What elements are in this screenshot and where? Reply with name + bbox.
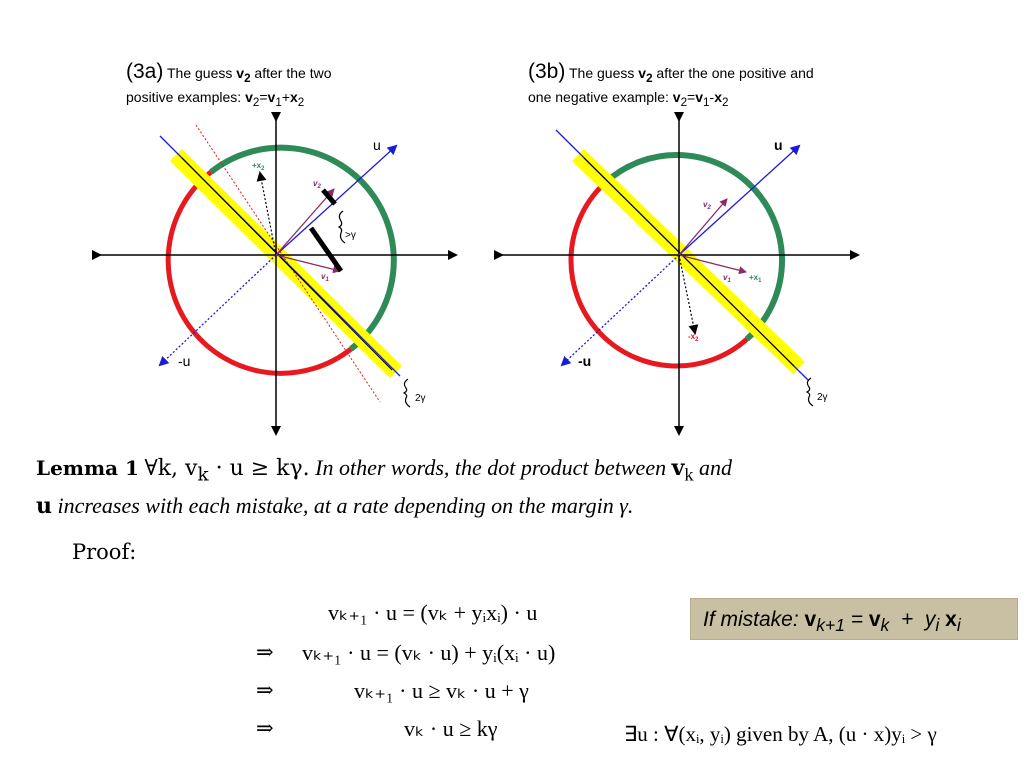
lemma-math-1-text: ∀k, v [144, 456, 198, 481]
lemma-statement [36, 452, 916, 522]
mistake-y-sub: i [935, 615, 940, 636]
panel-a-caption-text-3: positive examples: [126, 88, 246, 105]
v2-label-b: $v_2$ [703, 200, 711, 211]
proof-eq-2: vₖ₊₁ · u = (vₖ · u) + yᵢ(xᵢ · u) [302, 640, 556, 665]
v1-label-a: $v_1$ [321, 272, 329, 283]
lemma-text-1: In other words, the dot product between [309, 455, 672, 480]
proof-eq-1: vₖ₊₁ · u = (vₖ + yᵢxᵢ) · u [328, 600, 538, 625]
circle-b-green-arc [606, 155, 782, 339]
mistake-x: x [945, 608, 957, 631]
panel-b-eq-v1-sub: 1 [703, 95, 710, 109]
panel-b-eq-equals: = [687, 88, 696, 105]
panel-b-eq-v: v [672, 88, 681, 105]
two-gamma-label-b: 2γ [817, 392, 828, 403]
panel-b-caption-text: The guess [569, 65, 639, 81]
margin-marker-a-1 [323, 190, 335, 204]
diagram-b [502, 120, 858, 434]
gamma-label-a: >γ [345, 230, 356, 241]
panel-b-eq-v1: v [695, 88, 704, 105]
panel-a-caption-text: The guess [167, 65, 237, 81]
panel-b-eq-op: - [709, 88, 715, 105]
lemma-text-3: increases with each mistake, at a rate depending on the margin γ. [52, 493, 634, 519]
panel-b-caption-v-sub: 2 [646, 71, 653, 85]
mistake-v2: v [868, 608, 881, 631]
mistake-x-sub: i [956, 615, 961, 636]
lemma-math-1-sub: k [197, 464, 209, 486]
proof-eq-3: vₖ₊₁ · u ≥ vₖ · u + γ [354, 678, 529, 703]
panel-b-tag: (3b) [528, 60, 566, 83]
diagram-a [100, 120, 456, 434]
circle-b-red-arc [571, 182, 747, 366]
panel-b-eq-x2: x [714, 88, 722, 105]
proof-label: Proof: [72, 540, 137, 564]
lemma-u: u [36, 493, 52, 520]
x2-label-a: $+x_2$ [252, 161, 265, 172]
panel-a-eq-v-sub: 2 [252, 95, 260, 109]
panel-a-tag: (3a) [126, 60, 164, 83]
v2-label-a: $v_2$ [313, 179, 321, 190]
panel-b-caption-text-2: after the one positive and [652, 65, 814, 81]
lemma-math-1-tail: · u ≥ kγ. [208, 456, 310, 481]
mistake-plus: + [889, 608, 925, 631]
x1-label-b: $+x_1$ [749, 273, 762, 284]
u-label-a: u [373, 137, 381, 153]
lemma-math-1 [144, 456, 310, 486]
panel-b-eq-v-sub: 2 [680, 95, 688, 109]
mistake-update-box [690, 598, 1018, 640]
margin-condition: ∃u : ∀(xᵢ, yᵢ) given by A, (u · x)yᵢ > γ [624, 722, 937, 746]
panel-a-eq-v1: v [267, 88, 276, 105]
lemma-text-2: and [693, 455, 733, 480]
lemma-v-sub: k [684, 464, 694, 485]
two-gamma-label-a: 2γ [415, 393, 426, 404]
panel-a-eq-op: + [281, 88, 290, 105]
panel-a-caption-v: v [236, 65, 245, 81]
mistake-prefix: If mistake: [703, 608, 805, 631]
neg-x2-label-b: $-x_2$ [688, 332, 699, 343]
mistake-v-sub: k+1 [816, 615, 845, 636]
panel-b-caption-v: v [638, 65, 647, 81]
panel-a-caption-v-sub: 2 [244, 71, 251, 85]
implies-2: ⇒ [256, 678, 274, 702]
mistake-y: y [924, 608, 936, 631]
circle-a-green-arc [211, 148, 394, 349]
panel-a-caption-text-2: after the two [250, 65, 332, 81]
panel-a-eq-x2-sub: 2 [297, 95, 305, 109]
v1-label-b: $v_1$ [723, 273, 731, 284]
implies-1: ⇒ [256, 640, 274, 664]
separator-black-a [182, 158, 392, 370]
proof-eq-4: vₖ · u ≥ kγ [404, 716, 498, 741]
brace-2gamma-a [404, 379, 410, 407]
panel-a-eq-v: v [245, 88, 253, 105]
mistake-equals: = [844, 608, 869, 631]
panel-a-eq-x2: x [290, 88, 298, 105]
mistake-v2-sub: k [880, 615, 890, 636]
lemma-v: v [671, 455, 685, 481]
implies-3: ⇒ [256, 716, 274, 740]
panel-a-eq-v1-sub: 1 [275, 95, 282, 109]
brace-2gamma-b [807, 378, 813, 406]
mistake-v: v [804, 608, 817, 631]
panel-b-eq-x2-sub: 2 [721, 95, 729, 109]
panel-a-eq-equals: = [259, 88, 268, 105]
lemma-heading: Lemma 1 [36, 456, 139, 480]
neg-u-label-a: -u [178, 353, 191, 369]
u-label-b: u [774, 137, 783, 153]
neg-u-label-b: -u [578, 353, 592, 369]
panel-b-caption-text-3: one negative example: [528, 88, 673, 105]
